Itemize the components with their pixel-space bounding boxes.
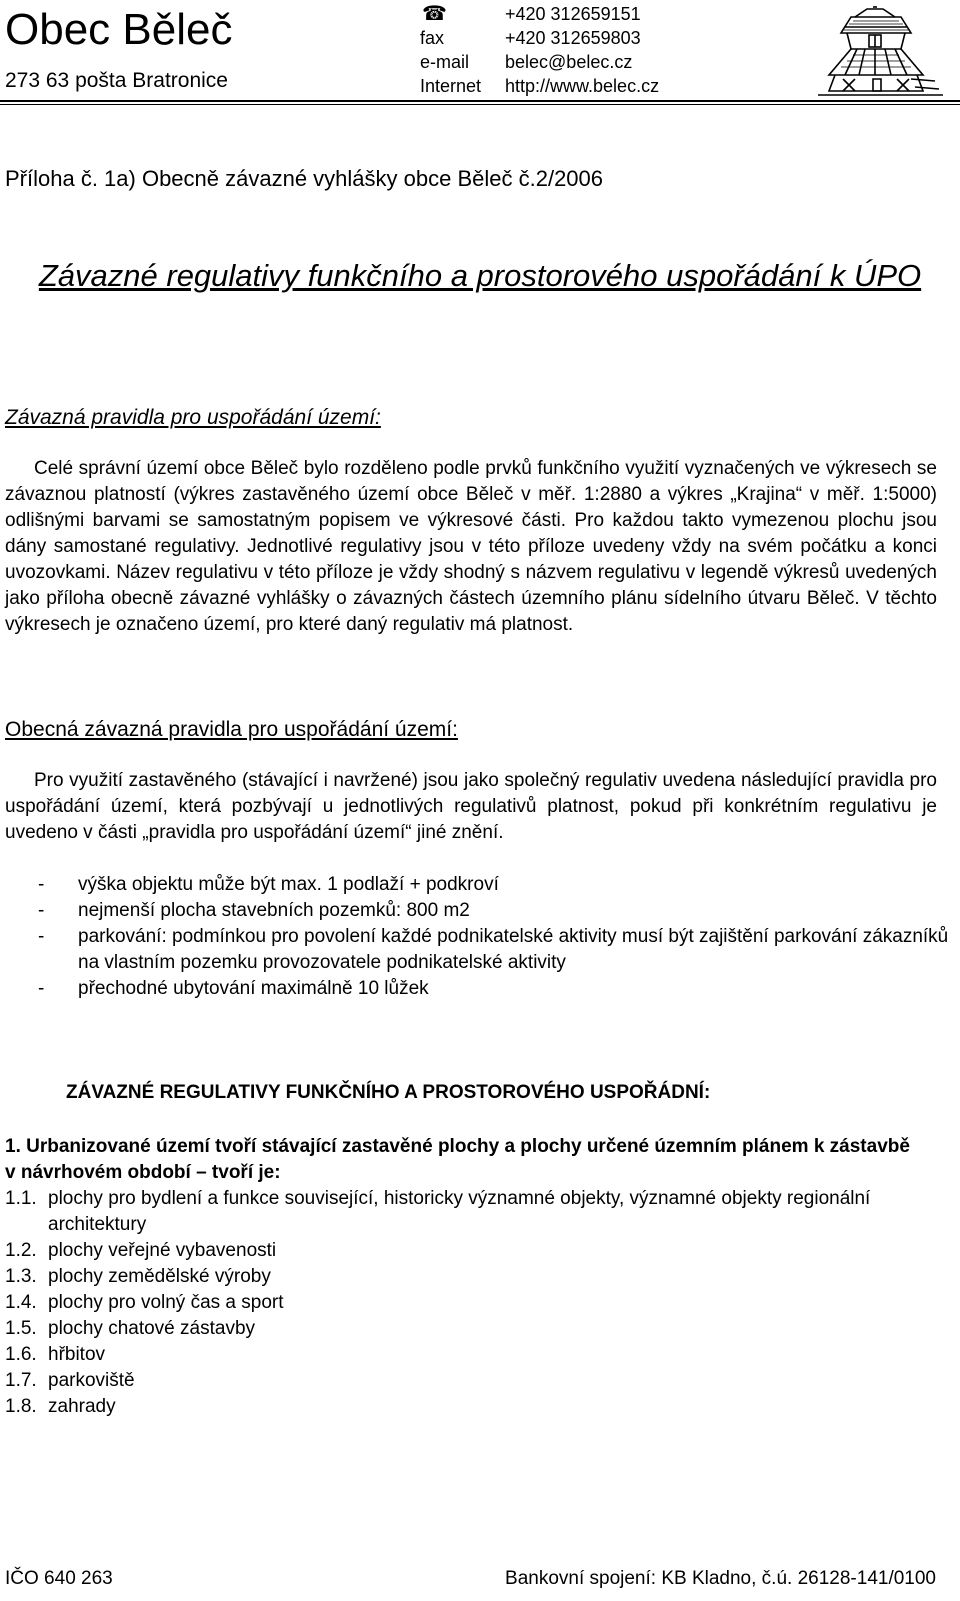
regulations-list <box>5 1186 948 1420</box>
item-text: plochy veřejné vybavenosti <box>48 1240 277 1261</box>
list-item-text: nejmenší plocha stavebních pozemků: 800 m2 <box>78 900 470 921</box>
list-item <box>5 1316 948 1342</box>
section1-heading: Závazná pravidla pro uspořádání území: <box>5 406 381 429</box>
list-item <box>5 1290 948 1316</box>
list-item <box>5 1342 948 1368</box>
town-name: Obec Běleč <box>5 5 233 54</box>
item-number: 1.3. <box>5 1266 37 1287</box>
list-item <box>5 1394 948 1420</box>
item-number: 1.4. <box>5 1292 37 1313</box>
list-item <box>5 1368 948 1394</box>
footer-ico: IČO 640 263 <box>5 1568 113 1589</box>
internet-value: http://www.belec.cz <box>505 76 660 96</box>
item-text: plochy zemědělské výroby <box>48 1266 271 1287</box>
phone-icon: ☎ <box>422 3 447 25</box>
item-number: 1.1. <box>5 1188 37 1209</box>
list-item <box>5 1264 948 1290</box>
fax-value: +420 312659803 <box>505 28 641 48</box>
list-item: - parkování: podmínkou pro povolení každé podnikatelské aktivity musí být zajištění parkování zákazníků na vlastním pozemku provozovatele podnikatelské aktivity <box>38 926 949 973</box>
header-rule-thin <box>0 104 960 105</box>
list-item-text: parkování: podmínkou pro povolení každé podnikatelské aktivity musí být zajištění parkování zákazníků na vlastním pozemku provozovatele podnikatelské aktivity <box>78 926 949 973</box>
item-text: parkoviště <box>48 1370 135 1391</box>
item-number: 1.8. <box>5 1396 37 1417</box>
main-title: Závazné regulativy funkčního a prostorového uspořádání k ÚPO <box>38 258 922 293</box>
phone-value: +420 312659151 <box>505 4 641 24</box>
section2-paragraph <box>5 768 937 846</box>
section1-paragraph <box>5 456 937 638</box>
rules-list <box>5 872 958 1002</box>
email-label: e-mail <box>420 52 470 72</box>
footer-bank-details: Bankovní spojení: KB Kladno, č.ú. 26128-141/0100 <box>505 1568 936 1589</box>
list-item <box>5 1186 948 1238</box>
header-rule <box>0 100 960 102</box>
section2-paragraph-text: Pro využití zastavěného (stávající i navržené) jsou jako společný regulativ uvedena následující pravidla pro uspořádání území, která pozbývají u jednotlivých regulativů platnost, pokud při konkrétním regulativu je uvedeno v části „pravidla pro uspořádání území“ jiné znění. <box>5 770 937 843</box>
item-number: 1.7. <box>5 1370 37 1391</box>
item-text: plochy pro bydlení a funkce související, historicky významné objekty, významné objekty regionální architektury <box>48 1188 871 1235</box>
fax-label: fax <box>420 28 445 48</box>
item-number: 1.6. <box>5 1344 37 1365</box>
list-item-text: výška objektu může být max. 1 podlaží + podkroví <box>78 874 499 895</box>
section1-paragraph-text: Celé správní území obce Běleč bylo rozděleno podle prvků funkčního využití vyznačených ve výkresech se závaznou platností (výkres zastavěného území obce Běleč v měř. 1:2880 a výkres „Krajina“ v měř. 1:5000) odlišnými barvami se samostatným popisem ve výkresové části. Pro každou takto vymezenou plochu jsou dány samostané regulativy. Jednotlivé regulativy jsou v této příloze uvedeny vždy na svém počátku a konci uvozovkami. Název regulativu v této příloze je vždy shodný s názvem regulativu v legendě výkresů uvedených jako příloha obecně závazné vyhlášky o závazných částech územního plánu sídelního útvaru Běleč. V těchto výkresech je označeno území, pro které daný regulativ má platnost. <box>5 458 937 635</box>
list-item <box>5 1238 948 1264</box>
item-text: hřbitov <box>48 1344 106 1365</box>
section2-heading: Obecná závazná pravidla pro uspořádání území: <box>5 718 458 741</box>
item-text: zahrady <box>48 1396 116 1417</box>
item-text: plochy chatové zástavby <box>48 1318 256 1339</box>
list-item: - přechodné ubytování maximálně 10 lůžek <box>38 978 429 999</box>
post-address: 273 63 pošta Bratronice <box>5 69 228 92</box>
item-number: 1.5. <box>5 1318 37 1339</box>
list-item: - výška objektu může být max. 1 podlaží + podkroví <box>38 874 499 895</box>
item-number: 1.2. <box>5 1240 37 1261</box>
list-item-text: přechodné ubytování maximálně 10 lůžek <box>78 978 429 999</box>
internet-label: Internet <box>420 76 482 96</box>
annex-title: Příloha č. 1a) Obecně závazné vyhlášky obce Běleč č.2/2006 <box>5 166 604 191</box>
email-value: belec@belec.cz <box>505 52 633 72</box>
item-text: plochy pro volný čas a sport <box>48 1292 284 1313</box>
item1-heading: 1. Urbanizované území tvoří stávající zastavěné plochy a plochy určené územním plánem k zástavbě v návrhovém období – tvoří je: <box>5 1136 910 1183</box>
list-item: - nejmenší plocha stavebních pozemků: 800 m2 <box>38 900 470 921</box>
bell-tower-logo-icon <box>815 5 945 97</box>
regulations-title: ZÁVAZNÉ REGULATIVY FUNKČNÍHO A PROSTOROVÉHO USPOŘÁDNÍ: <box>66 1082 711 1103</box>
